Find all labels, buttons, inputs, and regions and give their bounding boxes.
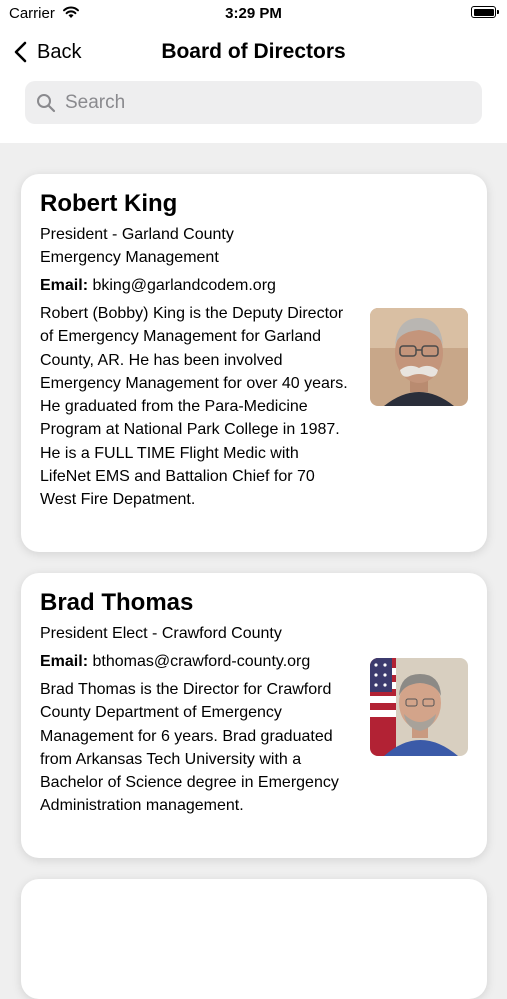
search-bar[interactable]	[25, 81, 482, 124]
carrier-label: Carrier	[9, 5, 55, 22]
member-email-row	[40, 274, 468, 297]
member-bio: Brad Thomas is the Director for Crawford County Department of Emergency Management for 6 years. Brad graduated from Arkansas Tech University with a Bachelor of Science degree in Emergency Administration management.	[40, 681, 339, 815]
member-name: Brad Thomas	[40, 589, 194, 616]
member-card[interactable]	[21, 174, 487, 552]
member-email[interactable]: bthomas@crawford-county.org	[92, 653, 311, 670]
email-label: Email:	[40, 277, 89, 294]
member-card[interactable]	[21, 573, 487, 858]
member-photo	[370, 308, 468, 406]
page-title: Board of Directors	[161, 40, 346, 63]
member-email[interactable]: bking@garlandcodem.org	[92, 277, 276, 294]
member-name: Robert King	[40, 190, 178, 217]
status-bar	[0, 0, 507, 28]
search-icon	[36, 93, 56, 113]
email-label: Email:	[40, 653, 89, 670]
search-input[interactable]	[63, 91, 467, 115]
member-photo	[370, 658, 468, 756]
member-card[interactable]	[21, 879, 487, 999]
status-time: 3:29 PM	[225, 5, 282, 22]
member-bio: Robert (Bobby) King is the Deputy Director of Emergency Management for Garland County, AR. He has been involved Emergency Management for over 40 years. He graduated from the Para-Medicine Program at National Park College in 1987. He is a FULL TIME Flight Medic with LifeNet EMS and Battalion Chief for 70 West Fire Depatment.	[40, 305, 348, 509]
header-area	[0, 0, 507, 143]
member-role: President - Garland County Emergency Management	[40, 226, 234, 266]
back-label: Back	[37, 40, 82, 63]
battery-icon	[471, 6, 496, 18]
member-role: President Elect - Crawford County	[40, 625, 282, 642]
